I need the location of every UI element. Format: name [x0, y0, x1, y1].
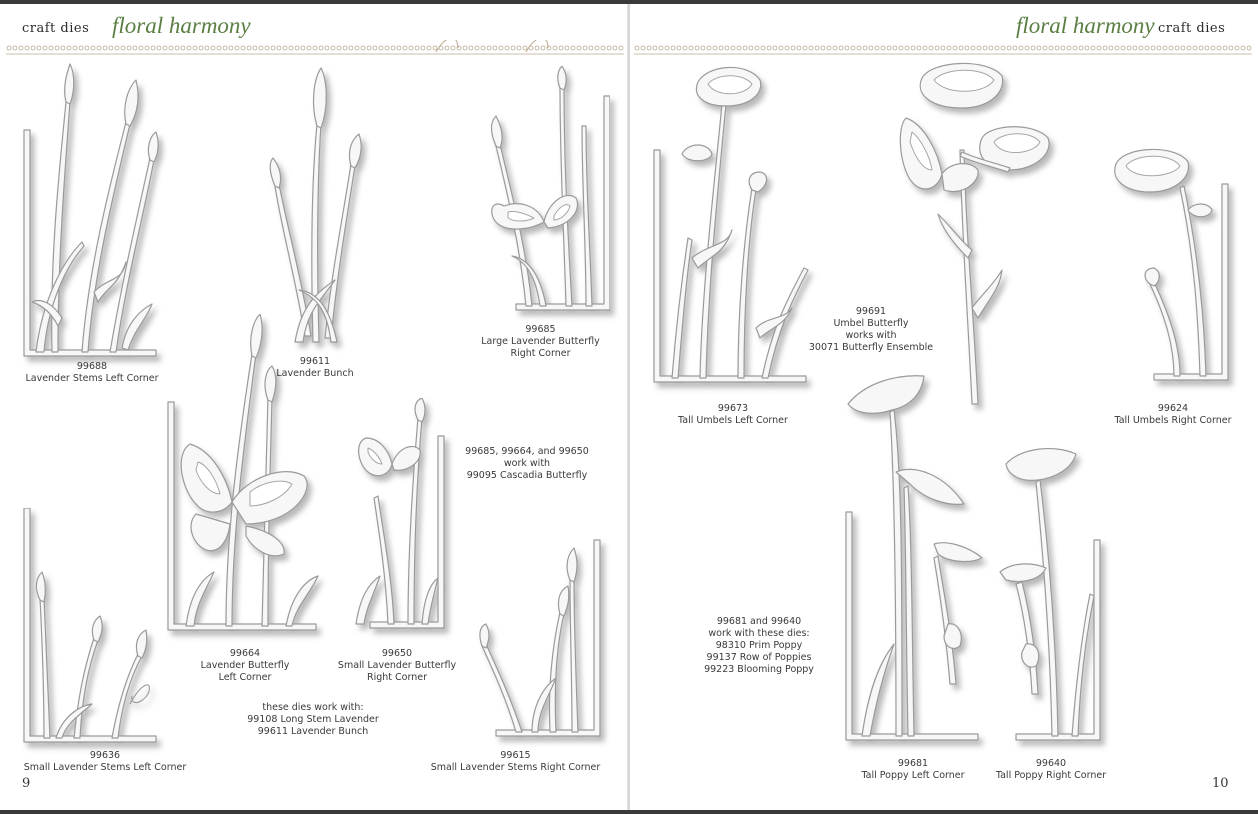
- die-99664-lavender-butterfly-left-corner: [166, 314, 322, 632]
- header-craft-dies-left: craft dies: [22, 21, 90, 36]
- caption-99673: 99673 Tall Umbels Left Corner: [678, 403, 788, 426]
- page-number-left: 9: [22, 776, 31, 791]
- left-page: [0, 4, 628, 810]
- note-works-with-lavender: these dies work with: 99108 Long Stem Lavender 99611 Lavender Bunch: [247, 702, 379, 737]
- right-page: [630, 4, 1258, 810]
- die-99640-tall-poppy-right-corner: [996, 444, 1106, 744]
- die-99624-tall-umbels-right-corner: [1114, 144, 1234, 384]
- note-poppy-works-with: 99681 and 99640 work with these dies: 98310 Prim Poppy 99137 Row of Poppies 99223 Blooming Poppy: [704, 616, 814, 675]
- die-99685-large-lavender-butterfly-right-corner: [486, 66, 610, 312]
- die-99688-lavender-stems-left-corner: [22, 62, 162, 360]
- caption-99611: 99611 Lavender Bunch: [276, 356, 354, 379]
- die-99673-tall-umbels-left-corner: [652, 58, 812, 384]
- die-99611-lavender-bunch: [265, 66, 365, 346]
- die-99691-umbel-butterfly: [898, 58, 1064, 408]
- header-floral-harmony-left: floral harmony: [112, 13, 251, 38]
- page-number-right: 10: [1212, 776, 1229, 791]
- header-craft-dies-right: craft dies: [1158, 21, 1226, 36]
- caption-99650: 99650 Small Lavender Butterfly Right Corner: [337, 648, 457, 683]
- header-scallop-border-right: [634, 40, 1252, 56]
- die-99636-small-lavender-stems-left-corner: [22, 508, 162, 746]
- header-scallop-border-left: [6, 40, 624, 56]
- caption-99691: 99691 Umbel Butterfly works with 30071 Butterfly Ensemble: [808, 306, 934, 353]
- header-floral-harmony-right: floral harmony: [1016, 13, 1155, 38]
- die-99681-tall-poppy-left-corner: [844, 374, 984, 742]
- caption-99636: 99636 Small Lavender Stems Left Corner: [23, 750, 187, 773]
- die-99650-small-lavender-butterfly-right-corner: [350, 398, 446, 630]
- caption-99624: 99624 Tall Umbels Right Corner: [1114, 403, 1232, 426]
- caption-99681: 99681 Tall Poppy Left Corner: [861, 758, 965, 781]
- catalog-spread: [0, 4, 1258, 810]
- caption-99688: 99688 Lavender Stems Left Corner: [25, 361, 159, 384]
- caption-99685: 99685 Large Lavender Butterfly Right Corner: [481, 324, 600, 359]
- caption-99640: 99640 Tall Poppy Right Corner: [995, 758, 1107, 781]
- caption-99664: 99664 Lavender Butterfly Left Corner: [200, 648, 290, 683]
- note-cascadia-butterfly: 99685, 99664, and 99650 work with 99095 Cascadia Butterfly: [465, 446, 589, 481]
- caption-99615: 99615 Small Lavender Stems Right Corner: [430, 750, 601, 773]
- die-99615-small-lavender-stems-right-corner: [476, 538, 606, 746]
